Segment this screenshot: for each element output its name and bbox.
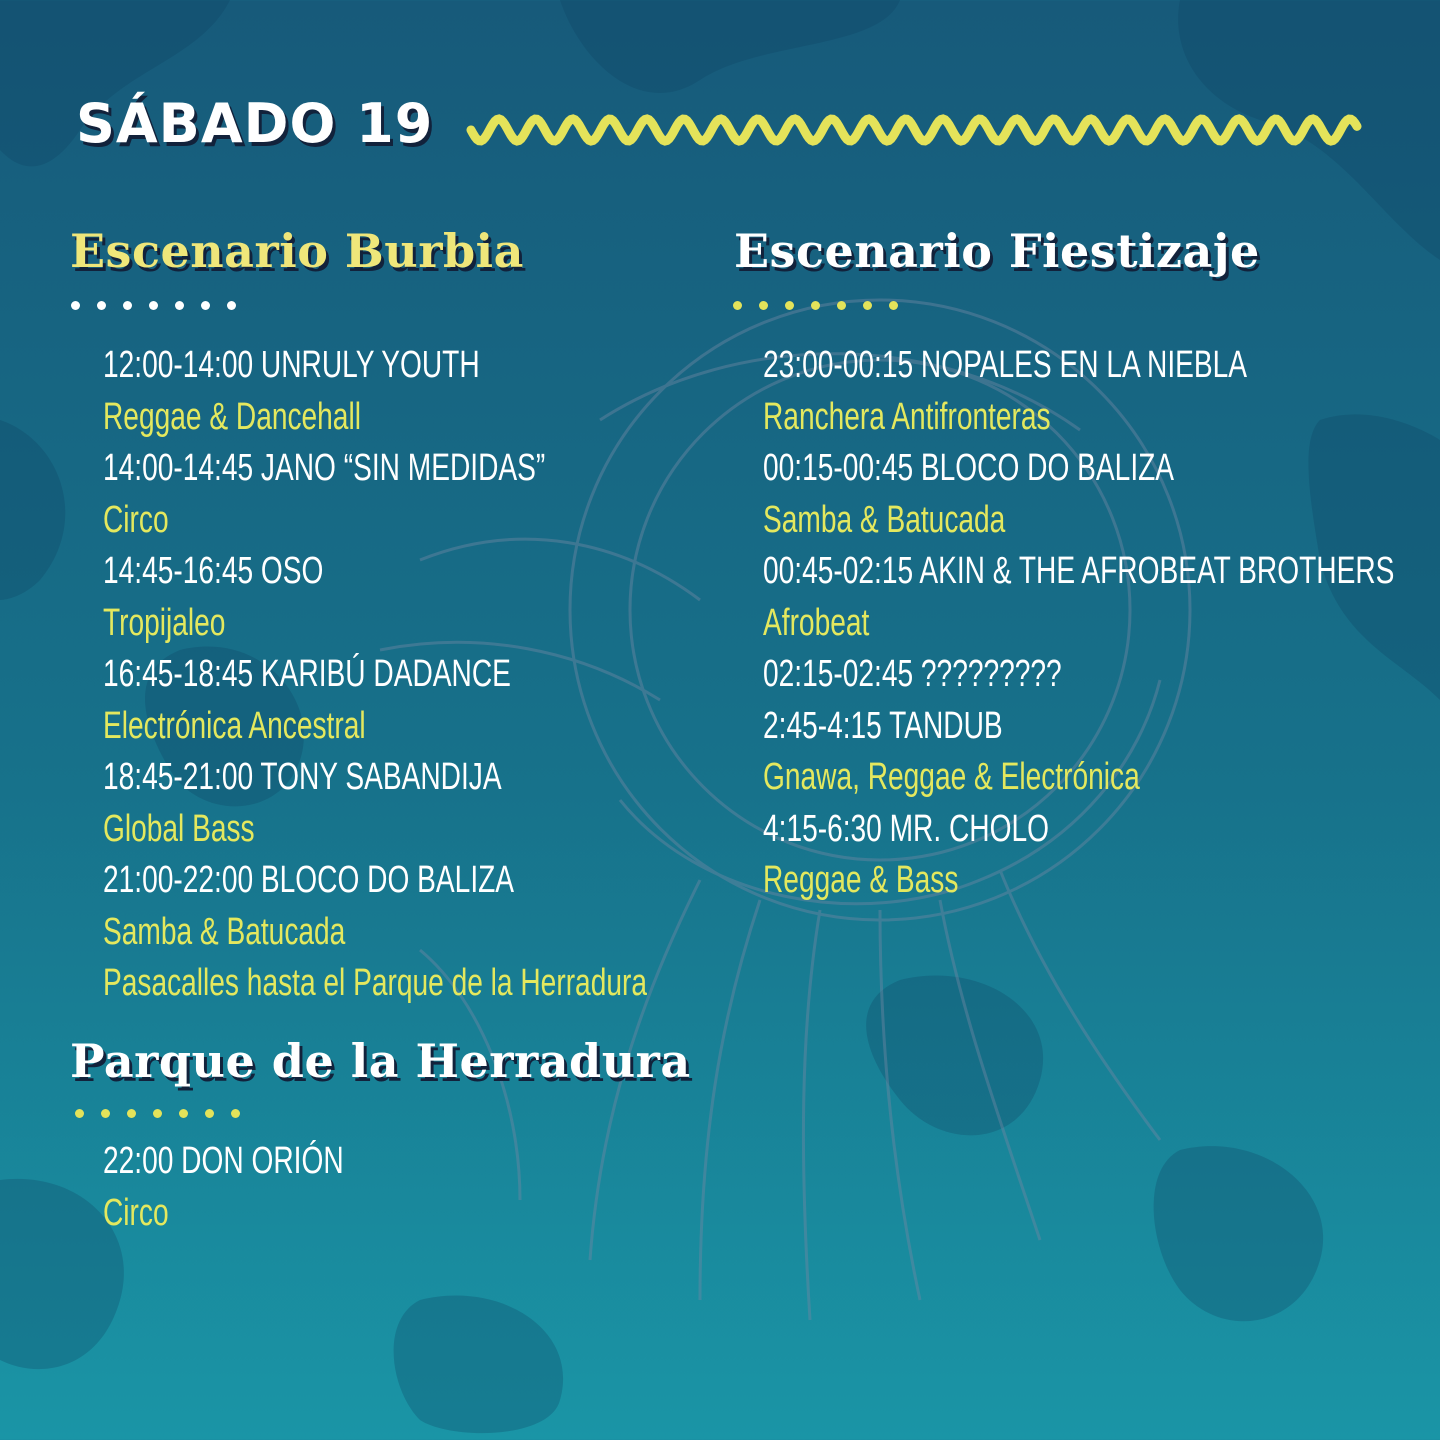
dot-divider	[75, 1109, 240, 1118]
act-time-name: 23:00-00:15 NOPALES EN LA NIEBLA	[763, 344, 1248, 386]
genre-label: Gnawa, Reggae & Electrónica	[763, 756, 1140, 798]
genre-label: Circo	[103, 1191, 169, 1234]
act-time-name: 12:00-14:00 UNRULY YOUTH	[103, 344, 480, 386]
genre-label: Reggae & Bass	[763, 859, 959, 901]
genre-label: Afrobeat	[763, 601, 870, 644]
genre-label: Ranchera Antifronteras	[763, 395, 1051, 438]
genre-label: Electrónica Ancestral	[103, 704, 366, 747]
dot-divider	[71, 301, 236, 310]
stage-title: Parque de la Herradura	[70, 1034, 691, 1088]
dot-divider	[733, 301, 898, 310]
act-time-name: 14:00-14:45 JANO “SIN MEDIDAS”	[103, 447, 546, 489]
genre-label: Circo	[103, 498, 169, 541]
act-time-name: 2:45-4:15 TANDUB	[763, 704, 1003, 747]
genre-label: Pasacalles hasta el Parque de la Herradura	[103, 962, 647, 1004]
genre-label: Samba & Batucada	[763, 498, 1006, 541]
schedule-list	[763, 340, 1440, 907]
day-title: SÁBADO 19	[76, 92, 434, 155]
genre-label: Samba & Batucada	[103, 910, 346, 953]
genre-label: Reggae & Dancehall	[103, 395, 361, 438]
wavy-divider	[466, 108, 1366, 152]
stage-title: Escenario Fiestizaje	[734, 224, 1260, 278]
stage-title: Escenario Burbia	[70, 224, 524, 278]
act-time-name: 16:45-18:45 KARIBÚ DADANCE	[103, 653, 511, 695]
schedule-list	[103, 340, 838, 1010]
act-time-name: 14:45-16:45 OSO	[103, 550, 324, 592]
act-time-name: 00:45-02:15 AKIN & THE AFROBEAT BROTHERS	[763, 550, 1395, 592]
act-time-name: 18:45-21:00 TONY SABANDIJA	[103, 756, 502, 798]
schedule-list	[103, 1136, 428, 1239]
act-time-name: 22:00 DON ORIÓN	[103, 1140, 344, 1182]
act-time-name: 4:15-6:30 MR. CHOLO	[763, 807, 1049, 850]
act-time-name: 21:00-22:00 BLOCO DO BALIZA	[103, 859, 515, 901]
act-time-name: 00:15-00:45 BLOCO DO BALIZA	[763, 447, 1175, 489]
genre-label: Global Bass	[103, 807, 255, 850]
genre-label: Tropijaleo	[103, 601, 226, 644]
act-time-name: 02:15-02:45 ?????????	[763, 653, 1062, 695]
